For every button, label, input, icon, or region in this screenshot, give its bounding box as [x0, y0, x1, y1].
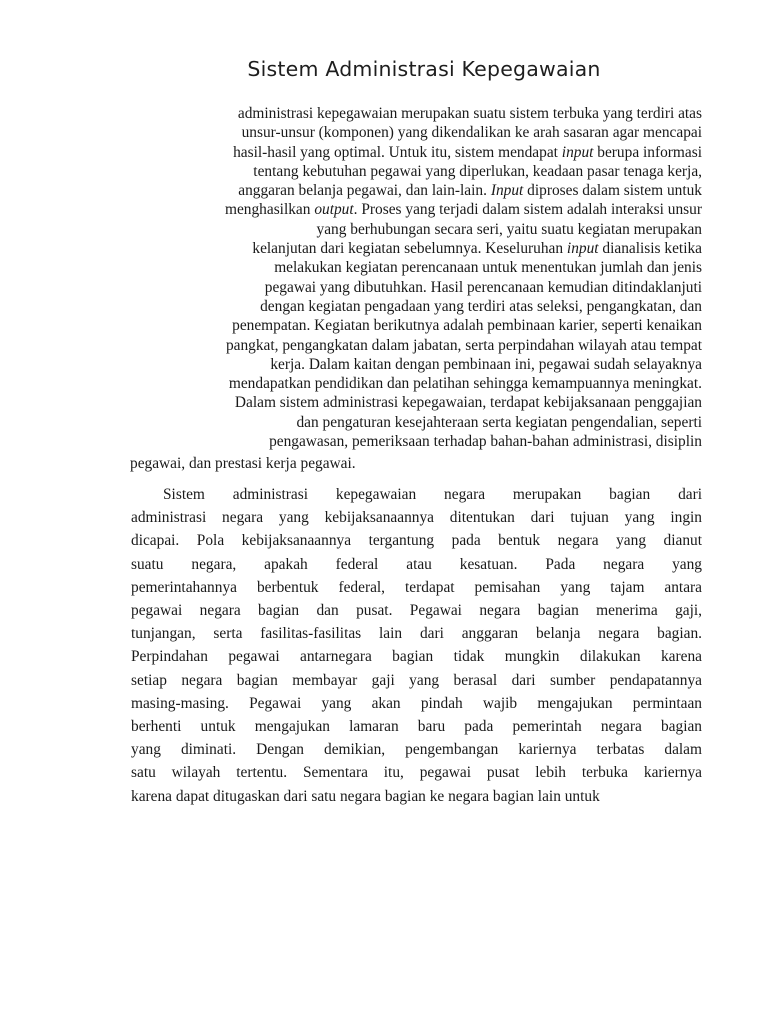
italic-term: input — [561, 143, 594, 161]
text-line: karena dapat ditugaskan dari satu negara bagian ke negara bagian lain untuk — [131, 787, 600, 805]
italic-term: output — [314, 201, 354, 219]
paragraph-system-overview — [130, 104, 702, 474]
text-line — [130, 278, 702, 297]
italic-term: input — [566, 240, 599, 258]
text-line — [130, 220, 702, 239]
text-line: setiap negara bagian membayar gaji yang berasal dari sumber pendapatannya — [131, 671, 702, 689]
text-line: satu wilayah tertentu. Sementara itu, pegawai pusat lebih terbuka kariernya — [131, 764, 702, 782]
text-line — [130, 200, 702, 219]
text-segment: dan pengaturan kesejahteraan serta kegiatan pengendalian, seperti — [296, 413, 702, 431]
text-segment: administrasi kepegawaian merupakan suatu sistem terbuka yang terdiri atas — [237, 105, 702, 122]
text-line — [130, 143, 702, 162]
text-line — [130, 432, 702, 451]
text-line — [130, 239, 702, 258]
text-line — [130, 181, 702, 200]
text-segment: unsur-unsur (komponen) yang dikendalikan ke arah sasaran agar mencapai — [241, 124, 702, 142]
italic-term: Input — [490, 182, 524, 200]
text-line — [130, 336, 702, 355]
text-line — [130, 258, 702, 277]
text-line: berhenti untuk mengajukan lamaran baru pada pemerintah negara bagian — [131, 718, 702, 736]
text-segment: yang berhubungan secara seri, yaitu suatu kegiatan merupakan — [316, 220, 702, 238]
text-segment: kelanjutan dari kegiatan sebelumnya. Keseluruhan — [252, 240, 567, 258]
text-line: administrasi negara yang kebijaksanaannya ditentukan dari tujuan yang ingin — [131, 509, 702, 527]
text-segment: menghasilkan — [224, 201, 315, 219]
text-segment: penempatan. Kegiatan berikutnya adalah pembinaan karier, seperti kenaikan — [232, 317, 702, 335]
text-segment: . Proses yang terjadi dalam sistem adalah interaksi unsur — [353, 201, 702, 219]
text-line — [130, 454, 702, 473]
text-line: Perpindahan pegawai antarnegara bagian tidak mungkin dilakukan karena — [131, 648, 702, 666]
text-segment: Dalam sistem administrasi kepegawaian, terdapat kebijaksanaan penggajian — [234, 394, 702, 412]
text-line: yang diminati. Dengan demikian, pengembangan kariernya terbatas dalam — [131, 741, 702, 759]
text-segment: hasil-hasil yang optimal. Untuk itu, sistem mendapat — [233, 143, 562, 161]
text-line — [130, 355, 702, 374]
text-line: tunjangan, serta fasilitas-fasilitas lain dari anggaran belanja negara bagian. — [131, 625, 702, 643]
text-line — [130, 297, 702, 316]
text-line: suatu negara, apakah federal atau kesatuan. Pada negara yang — [131, 555, 702, 573]
text-segment: tentang kebutuhan pegawai yang diperlukan, keadaan pasar tenaga kerja, — [253, 162, 702, 180]
text-segment: dianalisis ketika — [598, 240, 702, 258]
text-line: pemerintahannya berbentuk federal, terdapat pemisahan yang tajam antara — [131, 578, 702, 596]
text-line — [130, 374, 702, 393]
text-segment: diproses dalam sistem untuk — [523, 182, 702, 200]
text-segment: anggaran belanja pegawai, dan lain-lain. — [238, 182, 491, 200]
text-segment: kerja. Dalam kaitan dengan pembinaan ini, pegawai sudah selayaknya — [270, 355, 702, 373]
text-line — [130, 104, 702, 123]
text-line: masing-masing. Pegawai yang akan pindah wajib mengajukan permintaan — [131, 694, 702, 712]
text-segment: pegawai yang dibutuhkan. Hasil perencanaan kemudian ditindaklanjuti — [264, 278, 702, 296]
text-segment: mendapatkan pendidikan dan pelatihan sehingga kemampuannya meningkat. — [228, 375, 702, 393]
text-segment: dengan kegiatan pengadaan yang terdiri atas seleksi, pengangkatan, dan — [260, 297, 702, 315]
text-line: dicapai. Pola kebijaksanaannya tergantung pada bentuk negara yang dianut — [131, 532, 702, 550]
text-line — [130, 316, 702, 335]
text-line — [130, 162, 702, 181]
text-line — [130, 123, 702, 142]
text-line — [130, 393, 702, 412]
text-segment: pangkat, pengangkatan dalam jabatan, serta perpindahan wilayah atau tempat — [225, 336, 702, 354]
text-segment: melakukan kegiatan perencanaan untuk menentukan jumlah dan jenis — [274, 259, 702, 277]
text-segment: berupa informasi — [593, 143, 702, 161]
text-segment: pengawasan, pemeriksaan terhadap bahan-bahan administrasi, disiplin — [269, 433, 702, 451]
text-line — [130, 413, 702, 432]
text-segment: pegawai, dan prestasi kerja pegawai. — [130, 455, 356, 473]
document-title: Sistem Administrasi Kepegawaian — [247, 57, 601, 81]
text-line: pegawai negara bagian dan pusat. Pegawai negara bagian menerima gaji, — [131, 602, 702, 620]
paragraph-state-civil-service — [131, 483, 702, 808]
text-line: Sistem administrasi kepegawaian negara merupakan bagian dari — [163, 486, 702, 503]
